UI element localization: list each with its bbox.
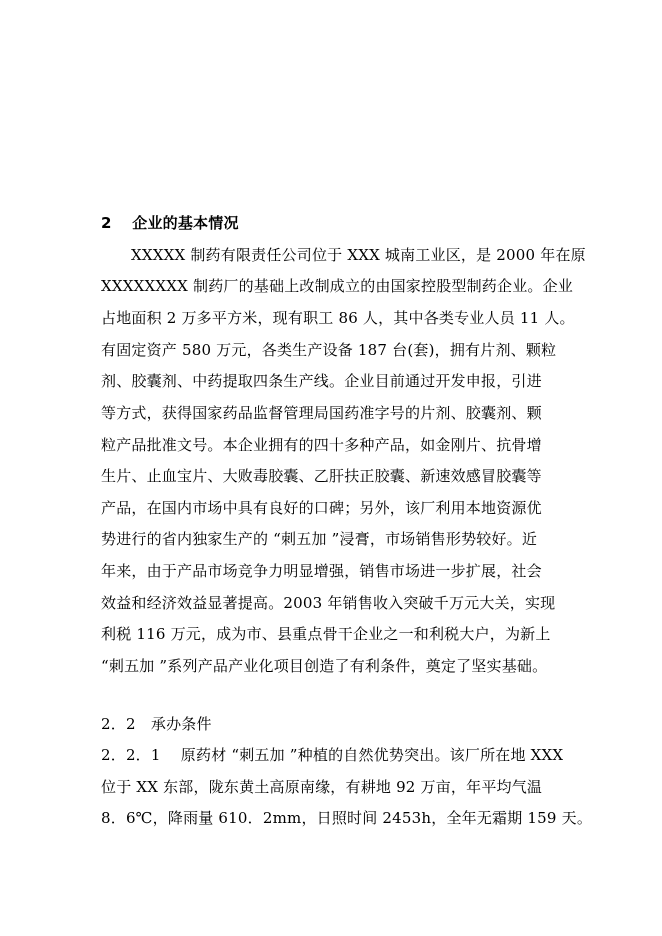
section-heading: 2 企业的基本情况 [101, 214, 239, 232]
paragraph-line: 年来，由于产品市场竞争力明显增强，销售市场进一步扩展，社会 [101, 562, 542, 580]
paragraph-line: 占地面积 2 万多平方米，现有职工 86 人，其中各类专业人员 11 人。 [101, 309, 575, 327]
subsection-line: 位于 XX 东部，陇东黄土高原南缘，有耕地 92 万亩，年平均气温 [101, 778, 543, 796]
paragraph-line: 有固定资产 580 万元，各类生产设备 187 台(套)，拥有片剂、颗粒 [101, 341, 557, 359]
subsection-heading: 2．2 承办条件 [101, 715, 212, 733]
paragraph-line: “刺五加 ”系列产品产业化项目创造了有利条件，奠定了坚实基础。 [101, 657, 548, 675]
paragraph-line: 等方式，获得国家药品监督管理局国药准字号的片剂、胶囊剂、颗 [101, 404, 542, 422]
paragraph-line: 剂、胶囊剂、中药提取四条生产线。企业目前通过开发申报，引进 [101, 372, 542, 390]
paragraph-line: XXXXXXXX 制药厂的基础上改制成立的由国家控股型制药企业。企业 [101, 277, 574, 295]
paragraph-line: 利税 116 万元，成为市、县重点骨干企业之一和利税大户，为新上 [101, 625, 551, 643]
subsection-line: 8．6℃，降雨量 610．2mm，日照时间 2453h，全年无霜期 159 天。 [101, 809, 593, 827]
paragraph-line: 生片、止血宝片、大败毒胶囊、乙肝扶正胶囊、新速效感冒胶囊等 [101, 467, 542, 485]
paragraph-line: 粒产品批准文号。本企业拥有的四十多种产品，如金刚片、抗骨增 [101, 436, 542, 454]
paragraph-line: XXXXX 制药有限责任公司位于 XXX 城南工业区，是 2000 年在原 [131, 246, 586, 264]
paragraph-line: 势进行的省内独家生产的 “刺五加 ”浸膏，市场销售形势较好。近 [101, 530, 538, 548]
paragraph-line: 效益和经济效益显著提高。2003 年销售收入突破千万元大关，实现 [101, 594, 556, 612]
paragraph-line: 产品，在国内市场中具有良好的口碑；另外，该厂利用本地资源优 [101, 499, 542, 517]
subsection-line: 2．2．1 原药材 “刺五加 ”种植的自然优势突出。该厂所在地 XXX [101, 746, 564, 764]
